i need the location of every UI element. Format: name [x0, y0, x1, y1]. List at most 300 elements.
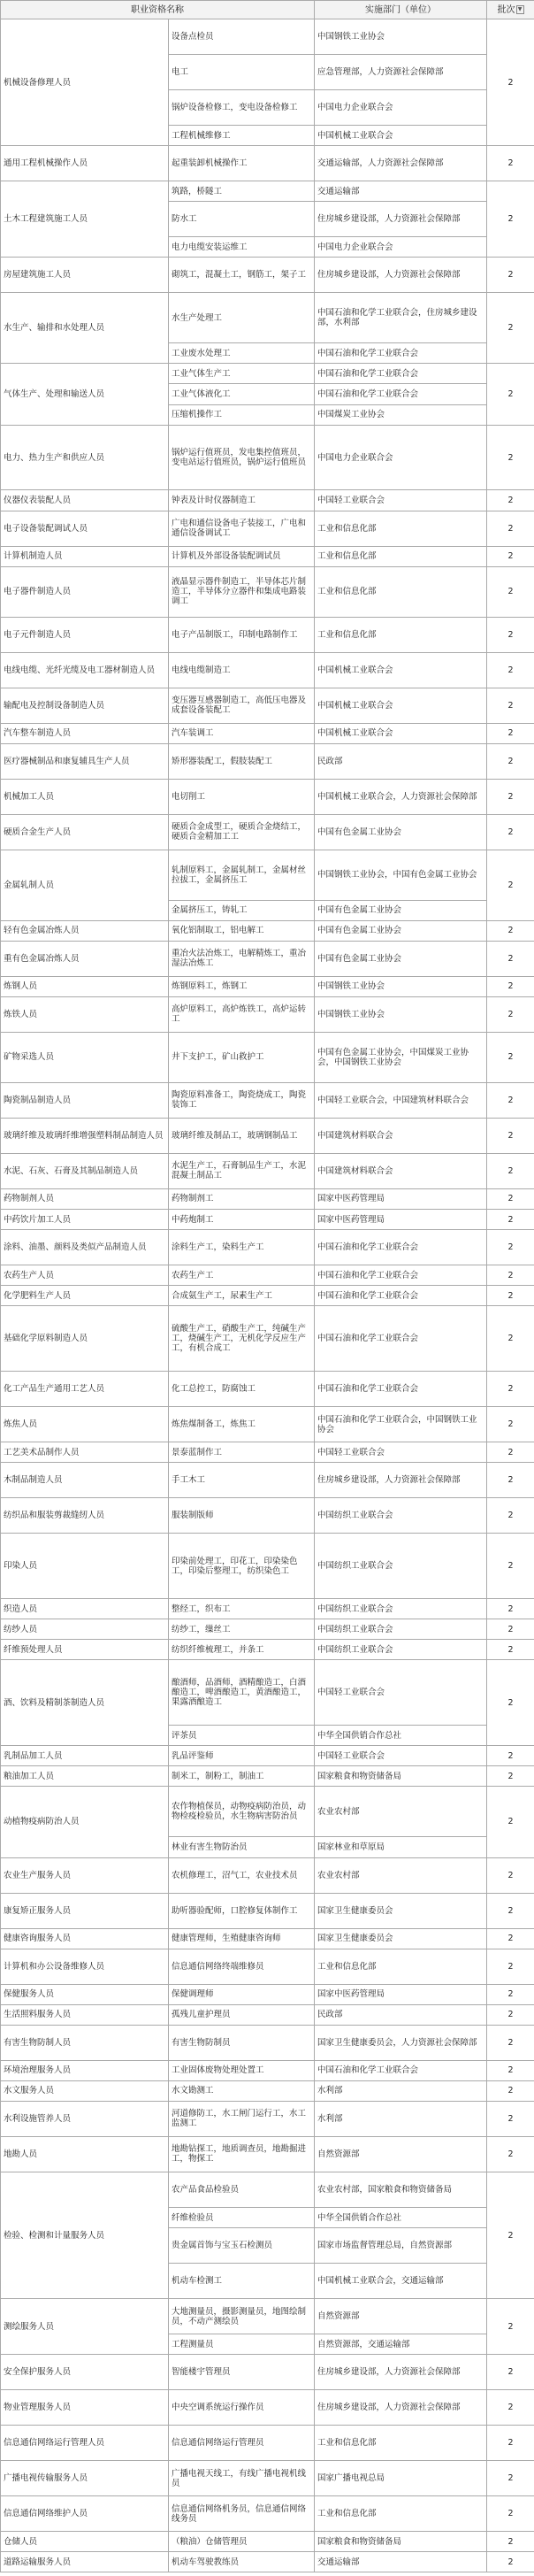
table-row: [1, 2390, 534, 2426]
department-cell: 中华全国供销合作总社: [315, 1726, 487, 1746]
occupation-cell: 化工产品生产通用工艺人员: [1, 1372, 169, 1407]
table-row: [1, 1210, 534, 1230]
department-cell: 国家中医药管理局: [315, 1210, 487, 1230]
occupation-cell: 电线电缆、光纤光缆及电工器材制造人员: [1, 652, 169, 688]
occupation-cell: 健康咨询服务人员: [1, 1928, 169, 1949]
sub-occupation-cell: 水生产处理工: [169, 293, 315, 343]
filter-dropdown-icon[interactable]: ▼: [516, 5, 524, 14]
occupation-cell: 机械设备修理人员: [1, 19, 169, 146]
table-row: [1, 1407, 534, 1442]
occupation-cell: 涂料、油墨、颜料及类似产品制造人员: [1, 1230, 169, 1265]
department-cell: 国家卫生健康委员会: [315, 1928, 487, 1949]
sub-occupation-cell: 印染前处理工，印花工，印染染色工，印染后整理工，纺织染色工: [169, 1534, 315, 1599]
sub-occupation-cell: 汽车装调工: [169, 723, 315, 743]
department-cell: 工业和信息化部: [315, 1949, 487, 1984]
batch-cell: 2: [487, 1857, 534, 1893]
batch-cell: 2: [487, 1210, 534, 1230]
sub-occupation-cell: 井下支护工，矿山救护工: [169, 1032, 315, 1082]
table-row: [1, 1984, 534, 2004]
occupation-cell: 电子设备装配调试人员: [1, 511, 169, 546]
department-cell: 中国石油和化学工业联合会: [315, 364, 487, 384]
sub-occupation-cell: 农机修理工，沼气工，农业技术员: [169, 1857, 315, 1893]
table-row: [1, 1265, 534, 1286]
occupation-cell: 有害生物防制人员: [1, 2025, 169, 2060]
table-row: [1, 1949, 534, 1984]
department-cell: 中国石油和化学工业联合会，住房城乡建设部，水利部: [315, 293, 487, 343]
occupation-cell: 矿物采选人员: [1, 1032, 169, 1082]
occupation-cell: 测绘服务人员: [1, 2299, 169, 2355]
sub-occupation-cell: 保健调理师: [169, 1984, 315, 2004]
occupation-cell: 印染人员: [1, 1534, 169, 1599]
table-row: [1, 181, 534, 202]
department-cell: 水利部: [315, 2101, 487, 2136]
occupation-cell: 安全保护服务人员: [1, 2355, 169, 2390]
occupation-cell: 电子器件制造人员: [1, 566, 169, 617]
sub-occupation-cell: 变压器互感器制造工，高低压电器及成套设备装配工: [169, 688, 315, 723]
table-row: [1, 1082, 534, 1118]
occupation-cell: 粮油加工人员: [1, 1766, 169, 1787]
occupation-cell: 电子元件制造人员: [1, 617, 169, 652]
table-row: [1, 688, 534, 723]
department-cell: 住房城乡建设部，人力资源社会保障部: [315, 202, 487, 237]
table-row: [1, 1857, 534, 1893]
table-row: [1, 1599, 534, 1619]
table-row: [1, 1442, 534, 1463]
batch-cell: 2: [487, 546, 534, 566]
sub-occupation-cell: 锅炉设备检修工，变电设备检修工: [169, 90, 315, 126]
department-cell: 自然资源部: [315, 2299, 487, 2334]
batch-cell: 2: [487, 2060, 534, 2080]
batch-cell: 2: [487, 814, 534, 850]
occupation-cell: 化学肥料生产人员: [1, 1286, 169, 1306]
table-row: [1, 779, 534, 814]
department-cell: 中国机械工业联合会: [315, 126, 487, 146]
table-row: [1, 566, 534, 617]
batch-cell: 2: [487, 2004, 534, 2025]
sub-occupation-cell: 工程机械维修工: [169, 126, 315, 146]
batch-cell: 2: [487, 688, 534, 723]
department-cell: 中国钢铁工业协会，中国有色金属工业协会: [315, 850, 487, 900]
occupation-cell: 电力、热力生产和供应人员: [1, 425, 169, 490]
sub-occupation-cell: 硫酸生产工，硝酸生产工，纯碱生产工，烧碱生产工，无机化学反应生产工，有机合成工: [169, 1306, 315, 1372]
batch-cell: 2: [487, 1746, 534, 1766]
table-row: [1, 814, 534, 850]
sub-occupation-cell: 整经工，织布工: [169, 1599, 315, 1619]
department-cell: 中国钢铁工业协会: [315, 996, 487, 1032]
department-cell: 中国纺织工业联合会: [315, 1599, 487, 1619]
sub-occupation-cell: 健康管理师，生殖健康咨询师: [169, 1928, 315, 1949]
sub-occupation-cell: 孤残儿童护理员: [169, 2004, 315, 2025]
batch-cell: 2: [487, 2101, 534, 2136]
sub-occupation-cell: 中央空调系统运行操作员: [169, 2390, 315, 2426]
occupation-cell: 酒、饮料及精制茶制造人员: [1, 1660, 169, 1746]
department-cell: 工业和信息化部: [315, 566, 487, 617]
sub-occupation-cell: 玻璃纤维及制品工，玻璃钢制品工: [169, 1118, 315, 1153]
header-batch[interactable]: [487, 1, 534, 19]
batch-cell: 2: [487, 2390, 534, 2426]
table-row: [1, 1032, 534, 1082]
table-row: [1, 1230, 534, 1265]
occupation-cell: 水泥、石灰、石膏及其制品制造人员: [1, 1153, 169, 1188]
table-row: [1, 2101, 534, 2136]
department-cell: 工业和信息化部: [315, 2426, 487, 2461]
department-cell: 国家中医药管理局: [315, 1984, 487, 2004]
department-cell: 工业和信息化部: [315, 511, 487, 546]
table-row: [1, 2552, 534, 2572]
sub-occupation-cell: 电子产品制版工，印制电路制作工: [169, 617, 315, 652]
sub-occupation-cell: 工业气体生产工: [169, 364, 315, 384]
occupation-cell: 炼焦人员: [1, 1407, 169, 1442]
batch-cell: 2: [487, 1599, 534, 1619]
table-row: [1, 425, 534, 490]
batch-cell: 2: [487, 425, 534, 490]
occupation-cell: 信息通信网络维护人员: [1, 2496, 169, 2532]
sub-occupation-cell: 制米工，制粉工，制油工: [169, 1766, 315, 1787]
table-row: [1, 490, 534, 511]
table-row: [1, 1188, 534, 1209]
batch-cell: 2: [487, 1082, 534, 1118]
sub-occupation-cell: 工业气体液化工: [169, 384, 315, 404]
table-row: [1, 920, 534, 941]
department-cell: 国家市场监督管理总局，自然资源部: [315, 2228, 487, 2264]
department-cell: 中华全国供销合作总社: [315, 2208, 487, 2228]
department-cell: 住房城乡建设部，人力资源社会保障部: [315, 1463, 487, 1498]
sub-occupation-cell: 工业固体废物处理处置工: [169, 2060, 315, 2080]
sub-occupation-cell: 酿酒师，品酒师，酒精酿造工，白酒酿造工，啤酒酿造工，黄酒酿造工，果露酒酿造工: [169, 1660, 315, 1726]
table-row: [1, 2532, 534, 2552]
sub-occupation-cell: 农作物植保员，动物疫病防治员，动物检疫检验员，水生物病害防治员: [169, 1787, 315, 1837]
batch-cell: 2: [487, 850, 534, 920]
occupation-cell: 农药生产人员: [1, 1265, 169, 1286]
department-cell: 农业农村部: [315, 1787, 487, 1837]
department-cell: 中国煤炭工业协会: [315, 404, 487, 425]
table-row: [1, 850, 534, 900]
department-cell: 中国有色金属工业协会，中国煤炭工业协会，中国钢铁工业协会: [315, 1032, 487, 1082]
department-cell: 中国轻工业联合会: [315, 1746, 487, 1766]
sub-occupation-cell: （粮油）仓储管理员: [169, 2532, 315, 2552]
sub-occupation-cell: 砌筑工，混凝土工，钢筋工，架子工: [169, 258, 315, 293]
sub-occupation-cell: 筑路，桥隧工: [169, 181, 315, 202]
department-cell: 中国石油和化学工业联合会: [315, 1286, 487, 1306]
occupation-cell: 土木工程建筑施工人员: [1, 181, 169, 258]
batch-cell: 2: [487, 652, 534, 688]
sub-occupation-cell: 金属挤压工，铸轧工: [169, 900, 315, 920]
occupation-cell: 水利设施管养人员: [1, 2101, 169, 2136]
department-cell: 住房城乡建设部，人力资源社会保障部: [315, 2355, 487, 2390]
department-cell: 中国轻工业联合会: [315, 490, 487, 511]
sub-occupation-cell: 信息通信网络终端维修员: [169, 1949, 315, 1984]
batch-cell: 2: [487, 566, 534, 617]
department-cell: 中国有色金属工业协会: [315, 900, 487, 920]
occupation-cell: 炼铁人员: [1, 996, 169, 1032]
table-row: [1, 1640, 534, 1660]
sub-occupation-cell: 服装制版师: [169, 1498, 315, 1534]
sub-occupation-cell: 钟表及计时仪器制造工: [169, 490, 315, 511]
batch-cell: 2: [487, 2299, 534, 2355]
department-cell: 中国轻工业联合会: [315, 1660, 487, 1726]
batch-cell: 2: [487, 19, 534, 146]
sub-occupation-cell: 纺织纤维梳理工，并条工: [169, 1640, 315, 1660]
batch-cell: 2: [487, 490, 534, 511]
table-row: [1, 2496, 534, 2532]
sub-occupation-cell: 广播电视天线工，有线广播电视机线员: [169, 2461, 315, 2496]
batch-cell: 2: [487, 1407, 534, 1442]
batch-cell: 2: [487, 743, 534, 779]
department-cell: 农业农村部: [315, 1857, 487, 1893]
table-row: [1, 1534, 534, 1599]
table-body: [1, 19, 534, 2572]
batch-cell: 2: [487, 511, 534, 546]
sub-occupation-cell: 工业废水处理工: [169, 343, 315, 364]
table-row: [1, 1306, 534, 1372]
occupation-cell: 地勘人员: [1, 2136, 169, 2172]
batch-cell: 2: [487, 1306, 534, 1372]
sub-occupation-cell: 机动车驾驶教练员: [169, 2552, 315, 2572]
occupation-cell: 计算机制造人员: [1, 546, 169, 566]
batch-cell: 2: [487, 258, 534, 293]
department-cell: 中国电力企业联合会: [315, 237, 487, 258]
sub-occupation-cell: 贵金属首饰与宝玉石检测员: [169, 2228, 315, 2264]
occupation-cell: 重有色金属冶炼人员: [1, 941, 169, 976]
sub-occupation-cell: 计算机及外部设备装配调试员: [169, 546, 315, 566]
department-cell: 中国石油和化学工业联合会: [315, 1372, 487, 1407]
batch-cell: 2: [487, 2552, 534, 2572]
sub-occupation-cell: 工程测量员: [169, 2334, 315, 2355]
sub-occupation-cell: 地勘钻探工，地质调查员，地勘掘进工，物探工: [169, 2136, 315, 2172]
batch-cell: 2: [487, 1188, 534, 1209]
sub-occupation-cell: 评茶员: [169, 1726, 315, 1746]
department-cell: 中国机械工业联合会，人力资源社会保障部: [315, 779, 487, 814]
table-row: [1, 1893, 534, 1928]
department-cell: 中国钢铁工业协会: [315, 976, 487, 996]
batch-cell: 2: [487, 996, 534, 1032]
occupation-cell: 中药饮片加工人员: [1, 1210, 169, 1230]
occupation-cell: 输配电及控制设备制造人员: [1, 688, 169, 723]
occupation-cell: 纺织品和服装剪裁缝纫人员: [1, 1498, 169, 1534]
occupation-cell: 炼钢人员: [1, 976, 169, 996]
batch-cell: 2: [487, 2461, 534, 2496]
sub-occupation-cell: 电切削工: [169, 779, 315, 814]
table-row: [1, 2299, 534, 2334]
department-cell: 应急管理部，人力资源社会保障部: [315, 55, 487, 90]
occupation-cell: 房屋建筑施工人员: [1, 258, 169, 293]
sub-occupation-cell: 农产品食品检验员: [169, 2172, 315, 2207]
department-cell: 民政部: [315, 2004, 487, 2025]
batch-cell: 2: [487, 1660, 534, 1746]
table-row: [1, 1766, 534, 1787]
table-row: [1, 146, 534, 181]
occupation-cell: 物业管理服务人员: [1, 2390, 169, 2426]
sub-occupation-cell: 陶瓷原料准备工，陶瓷烧成工，陶瓷装饰工: [169, 1082, 315, 1118]
table-row: [1, 1746, 534, 1766]
table-row: [1, 2025, 534, 2060]
sub-occupation-cell: 合成氨生产工，尿素生产工: [169, 1286, 315, 1306]
occupation-cell: 金属轧制人员: [1, 850, 169, 920]
occupation-cell: 药物制剂人员: [1, 1188, 169, 1209]
department-cell: 工业和信息化部: [315, 546, 487, 566]
batch-cell: 2: [487, 2080, 534, 2101]
occupation-cell: 水生产、输排和水处理人员: [1, 293, 169, 364]
header-row: [1, 1, 534, 19]
sub-occupation-cell: 电力电缆安装运维工: [169, 237, 315, 258]
table-row: [1, 258, 534, 293]
occupation-cell: 广播电视传输服务人员: [1, 2461, 169, 2496]
sub-occupation-cell: 有害生物防制员: [169, 2025, 315, 2060]
department-cell: 农业农村部，国家粮食和物资储备局: [315, 2172, 487, 2207]
header-batch-label: 批次: [497, 4, 515, 15]
department-cell: 中国电力企业联合会: [315, 425, 487, 490]
department-cell: 中国纺织工业联合会: [315, 1640, 487, 1660]
sub-occupation-cell: 药物制剂工: [169, 1188, 315, 1209]
occupation-cell: 机械加工人员: [1, 779, 169, 814]
department-cell: 中国纺织工业联合会: [315, 1619, 487, 1640]
batch-cell: 2: [487, 1442, 534, 1463]
occupation-cell: 气体生产、处理和输送人员: [1, 364, 169, 425]
batch-cell: 2: [487, 779, 534, 814]
occupation-cell: 农业生产服务人员: [1, 1857, 169, 1893]
table-header: [1, 1, 534, 19]
sub-occupation-cell: 化工总控工，防腐蚀工: [169, 1372, 315, 1407]
department-cell: 中国轻工业联合会: [315, 1442, 487, 1463]
occupation-cell: 陶瓷制品制造人员: [1, 1082, 169, 1118]
batch-cell: 2: [487, 723, 534, 743]
occupation-cell: 检验、检测和计量服务人员: [1, 2172, 169, 2298]
department-cell: 自然资源部: [315, 2136, 487, 2172]
table-row: [1, 2426, 534, 2461]
batch-cell: 2: [487, 920, 534, 941]
sub-occupation-cell: 水文勘测工: [169, 2080, 315, 2101]
batch-cell: 2: [487, 976, 534, 996]
table-row: [1, 617, 534, 652]
sub-occupation-cell: 矫形器装配工，假肢装配工: [169, 743, 315, 779]
batch-cell: 2: [487, 1928, 534, 1949]
sub-occupation-cell: 农药生产工: [169, 1265, 315, 1286]
batch-cell: 2: [487, 293, 534, 364]
table-row: [1, 1286, 534, 1306]
table-row: [1, 1498, 534, 1534]
batch-cell: 2: [487, 1893, 534, 1928]
occupation-cell: 医疗器械制品和康复辅具生产人员: [1, 743, 169, 779]
table-row: [1, 511, 534, 546]
table-row: [1, 2355, 534, 2390]
occupation-cell: 玻璃纤维及玻璃纤维增强塑料制品制造人员: [1, 1118, 169, 1153]
occupation-cell: 保健服务人员: [1, 1984, 169, 2004]
department-cell: 中国机械工业联合会: [315, 723, 487, 743]
department-cell: 国家广播电视总局: [315, 2461, 487, 2496]
batch-cell: 2: [487, 1372, 534, 1407]
department-cell: 中国机械工业联合会，交通运输部: [315, 2264, 487, 2299]
department-cell: 中国纺织工业联合会: [315, 1498, 487, 1534]
department-cell: 中国机械工业联合会: [315, 688, 487, 723]
batch-cell: 2: [487, 941, 534, 976]
occupation-cell: 仓储人员: [1, 2532, 169, 2552]
sub-occupation-cell: 大地测量员，摄影测量员，地图绘制员，不动产测绘员: [169, 2299, 315, 2334]
sub-occupation-cell: 重冶火法冶炼工，电解精炼工，重冶湿法冶炼工: [169, 941, 315, 976]
sub-occupation-cell: 防水工: [169, 202, 315, 237]
occupation-cell: 计算机和办公设备维修人员: [1, 1949, 169, 1984]
department-cell: 中国纺织工业联合会: [315, 1534, 487, 1599]
table-row: [1, 1928, 534, 1949]
table-row: [1, 743, 534, 779]
batch-cell: 2: [487, 2355, 534, 2390]
batch-cell: 2: [487, 1619, 534, 1640]
department-cell: 住房城乡建设部，人力资源社会保障部: [315, 2390, 487, 2426]
department-cell: 国家中医药管理局: [315, 1188, 487, 1209]
batch-cell: 2: [487, 364, 534, 425]
sub-occupation-cell: 助听器验配师，口腔修复体制作工: [169, 1893, 315, 1928]
department-cell: 国家卫生健康委员会: [315, 1893, 487, 1928]
table-row: [1, 1153, 534, 1188]
batch-cell: 2: [487, 1286, 534, 1306]
sub-occupation-cell: 中药炮制工: [169, 1210, 315, 1230]
batch-cell: 2: [487, 1118, 534, 1153]
occupation-cell: 工艺美术品制作人员: [1, 1442, 169, 1463]
occupation-cell: 道路运输服务人员: [1, 2552, 169, 2572]
sub-occupation-cell: 机动车检测工: [169, 2264, 315, 2299]
department-cell: 民政部: [315, 743, 487, 779]
sub-occupation-cell: 涂料生产工，染料生产工: [169, 1230, 315, 1265]
table-row: [1, 652, 534, 688]
batch-cell: 2: [487, 1463, 534, 1498]
department-cell: 中国石油和化学工业联合会: [315, 1306, 487, 1372]
sub-occupation-cell: 乳品评鉴师: [169, 1746, 315, 1766]
batch-cell: 2: [487, 181, 534, 258]
occupation-cell: 仪器仪表装配人员: [1, 490, 169, 511]
sub-occupation-cell: 锅炉运行值班员，发电集控值班员，变电站运行值班员，锅炉运行值班员: [169, 425, 315, 490]
table-row: [1, 1787, 534, 1837]
table-row: [1, 976, 534, 996]
batch-cell: 2: [487, 1640, 534, 1660]
occupation-cell: 通用工程机械操作人员: [1, 146, 169, 181]
table-row: [1, 546, 534, 566]
sub-occupation-cell: 河道修防工，水工闸门运行工，水工监测工: [169, 2101, 315, 2136]
table-row: [1, 1463, 534, 1498]
table-row: [1, 19, 534, 55]
sub-occupation-cell: 信息通信网络机务员，信息通信网络线务员: [169, 2496, 315, 2532]
sub-occupation-cell: 纺纱工，缫丝工: [169, 1619, 315, 1640]
occupation-cell: 环境治理服务人员: [1, 2060, 169, 2080]
header-department: 实施部门（单位）: [315, 1, 487, 19]
sub-occupation-cell: 信息通信网络运行管理员: [169, 2426, 315, 2461]
department-cell: 住房城乡建设部，人力资源社会保障部: [315, 258, 487, 293]
sub-occupation-cell: 起重装卸机械操作工: [169, 146, 315, 181]
department-cell: 中国轻工业联合会，中国建筑材料联合会: [315, 1082, 487, 1118]
department-cell: 中国石油和化学工业联合会: [315, 1230, 487, 1265]
sub-occupation-cell: 炼钢原料工，炼钢工: [169, 976, 315, 996]
department-cell: 中国电力企业联合会: [315, 90, 487, 126]
table-row: [1, 2172, 534, 2207]
department-cell: 中国建筑材料联合会: [315, 1153, 487, 1188]
batch-cell: 2: [487, 1787, 534, 1857]
batch-cell: 2: [487, 2496, 534, 2532]
occupation-cell: 动植物疫病防治人员: [1, 1787, 169, 1857]
sub-occupation-cell: 轧制原料工，金属轧制工，金属材丝拉拔工，金属挤压工: [169, 850, 315, 900]
department-cell: 中国石油和化学工业联合会，中国钢铁工业协会: [315, 1407, 487, 1442]
sub-occupation-cell: 手工木工: [169, 1463, 315, 1498]
sub-occupation-cell: 林业有害生物防治员: [169, 1837, 315, 1857]
batch-cell: 2: [487, 146, 534, 181]
occupation-cell: 水文服务人员: [1, 2080, 169, 2101]
department-cell: 工业和信息化部: [315, 617, 487, 652]
department-cell: 国家林业和草原局: [315, 1837, 487, 1857]
department-cell: 中国建筑材料联合会: [315, 1118, 487, 1153]
sub-occupation-cell: 电线电缆制造工: [169, 652, 315, 688]
batch-cell: 2: [487, 2136, 534, 2172]
department-cell: 中国石油和化学工业联合会: [315, 1265, 487, 1286]
batch-cell: 2: [487, 617, 534, 652]
department-cell: 中国石油和化学工业联合会: [315, 343, 487, 364]
batch-cell: 2: [487, 1498, 534, 1534]
